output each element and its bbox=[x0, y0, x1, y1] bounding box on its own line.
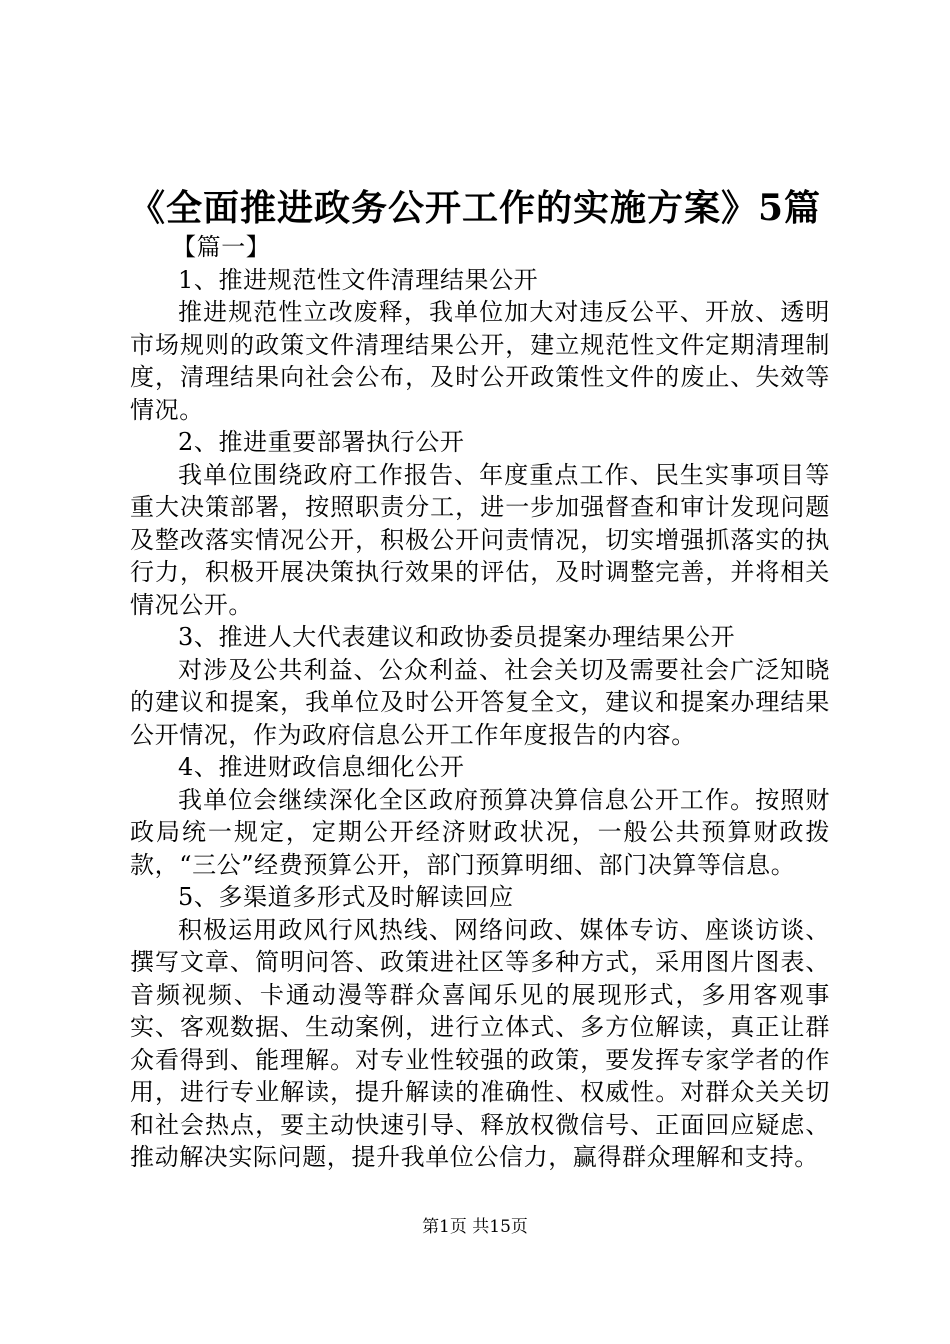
section-heading-1: 1、推进规范性文件清理结果公开 bbox=[178, 265, 539, 294]
page-footer: 第1页 共15页 bbox=[422, 1217, 528, 1237]
paragraph-5: 积极运用政风行风热线、网络问政、媒体专访、座谈访谈、撰写文章、简明问答、政策进社区等多种方式，采用图片图表、音频视频、卡通动漫等群众喜闻乐见的展现形式，多用客观事实、客观数据、生动案例，进行立体式、多方位解读，真正让群众看得到、能理解。对专业性较强的政策，要发挥专家学者的作用，进行专业解读，提升解读的准确性、权威性。对群众关关切和社会热点，要主动快速引导、释放权微信号、正面回应疑虑、推动解决实际问题，提升我单位公信力，赢得群众理解和支持。 bbox=[130, 915, 830, 1171]
section-heading-3: 3、推进人大代表建议和政协委员提案办理结果公开 bbox=[178, 623, 736, 651]
section-label: 【篇一】 bbox=[172, 233, 271, 261]
section-heading-2: 2、推进重要部署执行公开 bbox=[178, 428, 465, 456]
paragraph-4: 我单位会继续深化全区政府预算决算信息公开工作。按照财政局统一规定，定期公开经济财政状况，一般公共预算财政拨款，“三公”经费预算公开，部门预算明细、部门决算等信息。 bbox=[130, 785, 830, 879]
section-heading-4: 4、推进财政信息细化公开 bbox=[178, 753, 465, 781]
paragraph-3: 对涉及公共利益、公众利益、社会关切及需要社会广泛知晓的建议和提案，我单位及时公开答复全文，建议和提案办理结果公开情况，作为政府信息公开工作年度报告的内容。 bbox=[130, 655, 830, 749]
document-title: 《全面推进政务公开工作的实施方案》5篇 bbox=[128, 187, 822, 229]
paragraph-1: 推进规范性立改废释，我单位加大对违反公平、开放、透明市场规则的政策文件清理结果公开，建立规范性文件定期清理制度，清理结果向社会公布，及时公开政策性文件的废止、失效等情况。 bbox=[130, 298, 830, 424]
paragraph-2: 我单位围绕政府工作报告、年度重点工作、民生实事项目等重大决策部署，按照职责分工，进一步加强督查和审计发现问题及整改落实情况公开，积极公开问责情况，切实增强抓落实的执行力，积极开展决策执行效果的评估，及时调整完善，并将相关情况公开。 bbox=[130, 460, 830, 619]
section-heading-5: 5、多渠道多形式及时解读回应 bbox=[178, 883, 514, 911]
document-body bbox=[130, 231, 830, 1174]
